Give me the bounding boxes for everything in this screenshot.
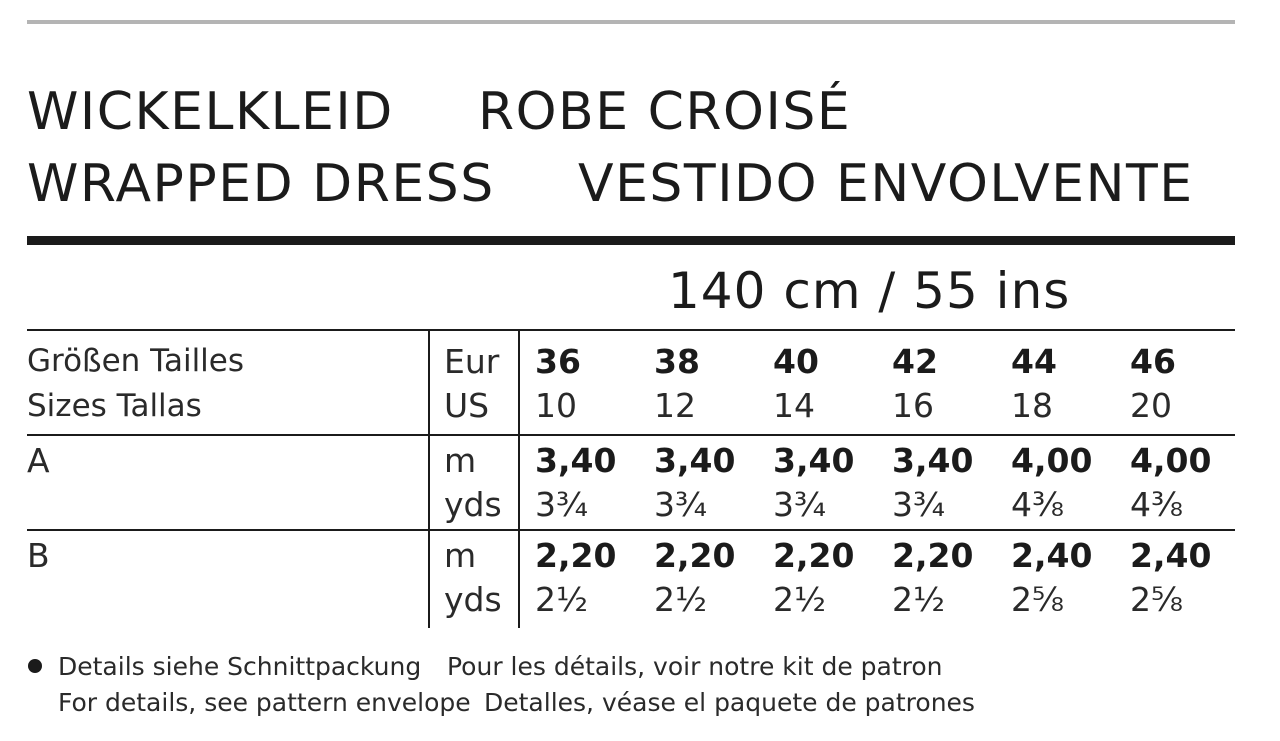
yards-cell: 3¾ <box>535 485 588 524</box>
yards-cell: 4⅜ <box>1011 485 1064 524</box>
column-divider-label <box>428 330 430 628</box>
size-eur-cell: 46 <box>1130 342 1176 381</box>
title-english: WRAPPED DRESS <box>27 154 495 214</box>
view-b-label: B <box>27 536 50 575</box>
size-eur-cell: 42 <box>892 342 938 381</box>
size-eur-cell: 38 <box>654 342 700 381</box>
yards-cell: 3¾ <box>892 485 945 524</box>
yards-cell: 4⅜ <box>1130 485 1183 524</box>
size-us-cell: 16 <box>892 386 934 425</box>
note-english: For details, see pattern envelope <box>58 688 471 717</box>
unit-yards-label: yds <box>444 485 502 524</box>
title-german: WICKELKLEID <box>27 82 394 142</box>
title-spanish: VESTIDO ENVOLVENTE <box>578 154 1194 214</box>
size-us-cell: 14 <box>773 386 815 425</box>
meters-cell: 2,20 <box>773 536 855 575</box>
top-divider <box>27 20 1235 24</box>
yards-cell: 2½ <box>892 580 945 619</box>
meters-cell: 2,40 <box>1011 536 1093 575</box>
note-spanish: Detalles, véase el paquete de patrones <box>484 688 975 717</box>
yards-cell: 3¾ <box>654 485 707 524</box>
note-german: Details siehe Schnittpackung <box>58 652 422 681</box>
row-divider-a <box>27 434 1235 436</box>
size-eur-cell: 36 <box>535 342 581 381</box>
meters-cell: 3,40 <box>892 441 974 480</box>
meters-cell: 3,40 <box>654 441 736 480</box>
unit-meters-label: m <box>444 441 477 480</box>
column-divider-unit <box>518 330 520 628</box>
meters-cell: 3,40 <box>535 441 617 480</box>
meters-cell: 2,20 <box>535 536 617 575</box>
us-label: US <box>444 386 490 425</box>
size-label-de-fr: Größen Tailles <box>27 343 245 379</box>
note-french: Pour les détails, voir notre kit de patron <box>447 652 943 681</box>
meters-cell: 2,20 <box>892 536 974 575</box>
row-divider-b <box>27 529 1235 531</box>
yards-cell: 3¾ <box>773 485 826 524</box>
yards-cell: 2½ <box>535 580 588 619</box>
size-us-cell: 10 <box>535 386 577 425</box>
meters-cell: 4,00 <box>1011 441 1093 480</box>
size-eur-cell: 44 <box>1011 342 1057 381</box>
size-us-cell: 12 <box>654 386 696 425</box>
yards-cell: 2½ <box>654 580 707 619</box>
size-us-cell: 18 <box>1011 386 1053 425</box>
header-divider <box>27 236 1235 245</box>
yards-cell: 2⅝ <box>1130 580 1183 619</box>
meters-cell: 3,40 <box>773 441 855 480</box>
yards-cell: 2½ <box>773 580 826 619</box>
unit-meters-label: m <box>444 536 477 575</box>
unit-yards-label: yds <box>444 580 502 619</box>
size-eur-cell: 40 <box>773 342 819 381</box>
yards-cell: 2⅝ <box>1011 580 1064 619</box>
meters-cell: 2,20 <box>654 536 736 575</box>
size-label-en-es: Sizes Tallas <box>27 388 202 424</box>
table-top-rule <box>27 329 1235 331</box>
meters-cell: 2,40 <box>1130 536 1212 575</box>
meters-cell: 4,00 <box>1130 441 1212 480</box>
fabric-width-heading: 140 cm / 55 ins <box>668 262 1071 320</box>
eur-label: Eur <box>444 342 500 381</box>
view-a-label: A <box>27 441 50 480</box>
size-us-cell: 20 <box>1130 386 1172 425</box>
title-french: ROBE CROISÉ <box>478 82 852 142</box>
bullet-icon <box>28 659 42 673</box>
